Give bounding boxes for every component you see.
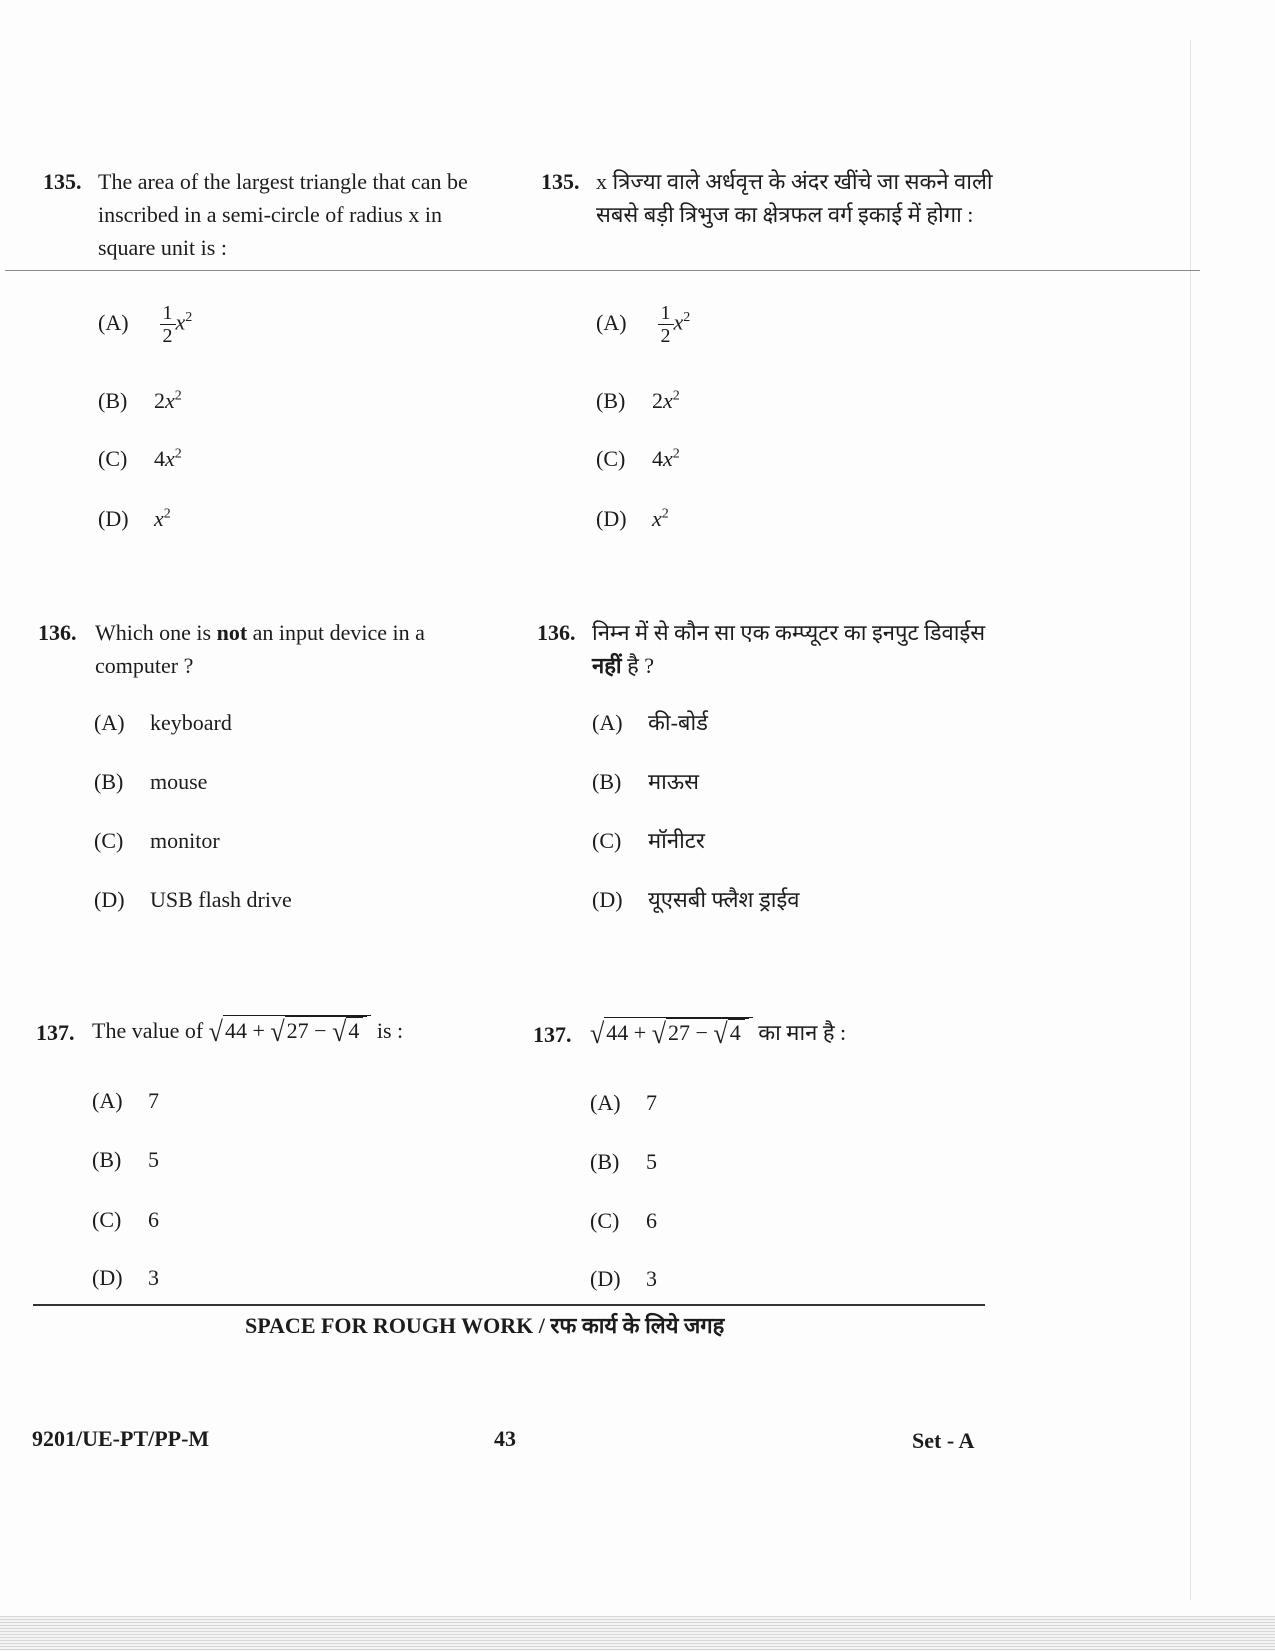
option-value: 5 (148, 1147, 159, 1172)
question-136-number-hi: 136. (537, 620, 576, 645)
option-value: 7 (646, 1090, 657, 1115)
q137-option-a-en (92, 1086, 159, 1116)
q137-option-a-hi (590, 1088, 657, 1118)
scan-bottom-edge (0, 1616, 1275, 1651)
emphasis-not: not (216, 620, 248, 645)
option-label: (C) (596, 446, 626, 472)
q136-option-d-hi (592, 885, 800, 915)
option-label: (D) (596, 506, 627, 532)
q136-option-b-hi (592, 767, 699, 797)
expr-inner-b: 4 (346, 1017, 363, 1044)
option-label: (B) (92, 1147, 122, 1172)
expr-outer: 44 + (606, 1020, 647, 1045)
q137-option-d-hi (590, 1264, 657, 1294)
option-label: (B) (596, 388, 626, 414)
q135-option-d-hi (596, 500, 669, 534)
option-label: (B) (592, 769, 622, 794)
question-137-text-hi (590, 1016, 1030, 1050)
option-label: (C) (590, 1208, 620, 1233)
q135-option-d-en (98, 500, 171, 534)
option-value: यूएसबी फ्लैश ड्राईव (648, 887, 800, 912)
option-value: monitor (150, 828, 220, 853)
option-value: $4x^2$ (154, 446, 182, 472)
text-part: है ? (627, 653, 655, 678)
question-135-number: 135. (43, 169, 82, 194)
option-label: (A) (98, 309, 129, 335)
text-part: The value of (92, 1018, 204, 1043)
option-value: 3 (646, 1266, 657, 1291)
expr-outer: 44 + (224, 1018, 265, 1043)
set-label: Set - A (912, 1428, 975, 1453)
q137-option-d-en (92, 1263, 159, 1293)
fraction-half: $\frac{1}{2}$ (658, 302, 674, 347)
question-137-number: 137. (36, 1020, 75, 1045)
question-137-number-hi: 137. (533, 1022, 572, 1047)
option-value: $x^2$ (154, 506, 171, 532)
q137-option-b-hi (590, 1147, 657, 1177)
q137-option-c-en (92, 1205, 159, 1235)
q135-option-c-en (98, 440, 182, 474)
option-value: mouse (150, 769, 208, 794)
option-label: (C) (94, 828, 124, 853)
emphasis-not-hi: नहीं (592, 653, 622, 678)
rough-work-label: SPACE FOR ROUGH WORK / रफ कार्य के लिये जगह (245, 1313, 725, 1338)
expr-inner-a: 27 − (286, 1018, 327, 1043)
option-label: (B) (98, 388, 128, 414)
option-value: 6 (646, 1208, 657, 1233)
option-label: (D) (98, 506, 129, 532)
text-part: का मान है : (758, 1020, 847, 1045)
option-label: (D) (590, 1266, 621, 1291)
q136-option-a-hi (592, 708, 708, 738)
option-value: keyboard (150, 710, 232, 735)
question-135-number-hi: 135. (541, 169, 580, 194)
q136-option-c-en (94, 826, 220, 856)
option-value: 3 (148, 1265, 159, 1290)
option-value: 5 (646, 1149, 657, 1174)
section-divider (5, 270, 1200, 271)
option-value: माऊस (648, 769, 699, 794)
question-135-text-en: The area of the largest triangle that can be inscribed in a semi-circle of radius x in square unit is : (98, 169, 468, 260)
option-value: 7 (148, 1088, 159, 1113)
option-label: (A) (92, 1088, 123, 1113)
sqrt-expression: √44 + √27 − √4 (209, 1018, 372, 1043)
fraction-half: $\frac{1}{2}$ (160, 302, 176, 347)
option-value: USB flash drive (150, 887, 292, 912)
option-label: (B) (94, 769, 124, 794)
option-label: (D) (94, 887, 125, 912)
sqrt-expression: √44 + √27 − √4 (590, 1020, 753, 1045)
option-value: मॉनीटर (648, 828, 705, 853)
option-label: (A) (596, 309, 627, 335)
option-value: $4x^2$ (652, 446, 680, 472)
option-label: (A) (590, 1090, 621, 1115)
option-label: (D) (592, 887, 623, 912)
q137-option-c-hi (590, 1206, 657, 1236)
q135-option-b-hi (596, 382, 680, 416)
text-part: Which one is (95, 620, 212, 645)
text-part: an input device in a computer ? (95, 620, 425, 678)
text-part: निम्न में से कौन सा एक कम्प्यूटर का इनपुट डिवाईस (592, 620, 986, 645)
option-value: की-बोर्ड (648, 710, 708, 735)
option-label: (D) (92, 1265, 123, 1290)
page-number: 43 (494, 1426, 516, 1451)
q135-option-a-en: (A) $\frac{1}{2}$ $x^2$ (98, 302, 193, 347)
q135-option-a-hi: (A) $\frac{1}{2}$ $x^2$ (596, 302, 691, 347)
expr-inner-a: 27 − (667, 1020, 708, 1045)
question-135-text-hi: x त्रिज्या वाले अर्धवृत्त के अंदर खींचे जा सकने वाली सबसे बड़ी त्रिभुज का क्षेत्रफल वर्ग इकाई में होगा : (596, 169, 993, 227)
q136-option-a-en (94, 708, 232, 738)
q135-option-b-en (98, 382, 182, 416)
option-value: $2x^2$ (652, 388, 680, 414)
option-value: $x^2$ (652, 506, 669, 532)
option-value: 6 (148, 1207, 159, 1232)
option-label: (C) (92, 1207, 122, 1232)
question-136-number: 136. (38, 620, 77, 645)
q137-option-b-en (92, 1145, 159, 1175)
option-label: (B) (590, 1149, 620, 1174)
option-label: (C) (98, 446, 128, 472)
q136-option-c-hi (592, 826, 705, 856)
rough-work-divider (33, 1304, 985, 1306)
q136-option-d-en (94, 885, 292, 915)
scan-edge (1190, 40, 1191, 1600)
question-136-text-hi (592, 616, 1012, 682)
question-137-text-en (92, 1014, 532, 1048)
paper-code: 9201/UE-PT/PP-M (32, 1426, 210, 1451)
option-label: (C) (592, 828, 622, 853)
question-136-text-en (95, 616, 500, 682)
option-label: (A) (94, 710, 125, 735)
option-label: (A) (592, 710, 623, 735)
text-part: is : (376, 1018, 404, 1043)
q136-option-b-en (94, 767, 207, 797)
option-value: $2x^2$ (154, 388, 182, 414)
expr-inner-b: 4 (728, 1019, 745, 1046)
q135-option-c-hi (596, 440, 680, 474)
